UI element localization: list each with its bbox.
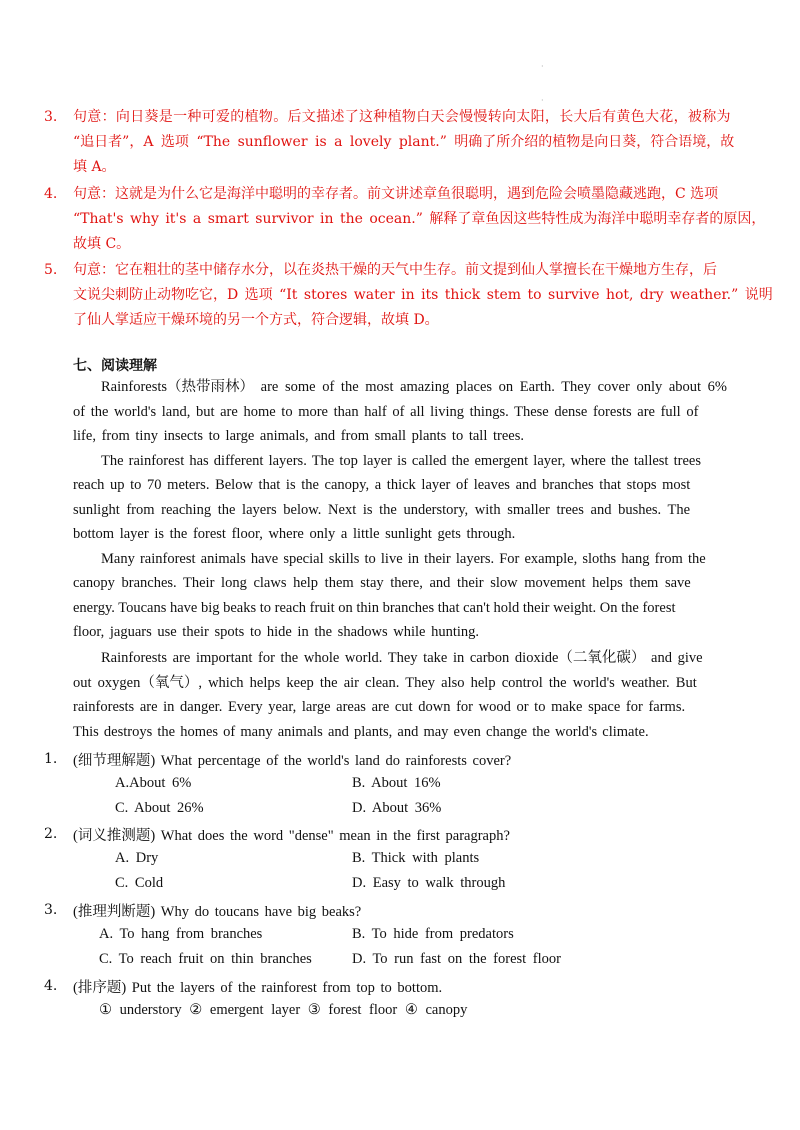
- option-a[interactable]: A.About 6%: [115, 775, 192, 791]
- passage-line: out oxygen（氧气）, which helps keep the air clean. They also help control the world's weather. But: [73, 675, 697, 691]
- question-stem: (细节理解题) What percentage of the world's land do rainforests cover?: [73, 753, 512, 769]
- passage-line: Many rainforest animals have special skills to live in their layers. For example, sloths hang from the: [101, 551, 706, 567]
- passage-line: life, from tiny insects to large animals, and from small plants to tall trees.: [73, 428, 524, 444]
- passage-line: floor, jaguars use their spots to hide in the shadows while hunting.: [73, 624, 480, 640]
- passage-line: Rainforests（热带雨林） are some of the most amazing places on Earth. They cover only about 6%: [101, 379, 728, 395]
- passage-line: reach up to 70 meters. Below that is the canopy, a thick layer of leaves and branches that stops most: [73, 477, 691, 493]
- passage-line: The rainforest has different layers. The top layer is called the emergent layer, where the tallest trees: [101, 453, 701, 469]
- option-a[interactable]: A. To hang from branches: [99, 926, 263, 942]
- question-number: 3.: [44, 902, 58, 918]
- option-b[interactable]: B. Thick with plants: [352, 850, 480, 866]
- answer-line: 文说尖刺防止动物吃它，D 选项 “It stores water in its thick stem to survive hot, dry weather.” 说明: [73, 287, 773, 303]
- question-stem: (排序题) Put the layers of the rainforest from top to bottom.: [73, 980, 443, 996]
- passage-line: This destroys the homes of many animals and plants, and may even change the world's climate.: [73, 724, 649, 740]
- passage-line: sunlight from reaching the layers below. Next is the understory, with smaller trees and bushes. The: [73, 502, 691, 518]
- option-b[interactable]: B. To hide from predators: [352, 926, 514, 942]
- answer-number: 4.: [44, 186, 58, 202]
- question-stem: (推理判断题) Why do toucans have big beaks?: [73, 904, 362, 920]
- question-number: 4.: [44, 978, 58, 994]
- option-d[interactable]: D. To run fast on the forest floor: [352, 951, 561, 967]
- option-c[interactable]: C. Cold: [115, 875, 164, 891]
- answer-line: 句意：它在粗壮的茎中储存水分，以在炎热干燥的天气中生存。前文提到仙人掌擅长在干燥地方生存，后: [73, 262, 717, 278]
- option-d[interactable]: D. Easy to walk through: [352, 875, 506, 891]
- passage-line: canopy branches. Their long claws help them stay there, and their slow movement helps them save: [73, 575, 691, 591]
- ordering-items: ① understory ② emergent layer ③ forest floor ④ canopy: [99, 1002, 468, 1018]
- passage-line: of the world's land, but are home to more than half of all living things. These dense forests are full of: [73, 404, 699, 420]
- passage-line: bottom layer is the forest floor, where only a little sunlight gets through.: [73, 526, 516, 542]
- answer-line: 了仙人掌适应干燥环境的另一个方式，符合逻辑，故填 D。: [73, 312, 439, 328]
- section-title: 七、阅读理解: [73, 358, 157, 374]
- option-a[interactable]: A. Dry: [115, 850, 159, 866]
- answer-line: 填 A。: [73, 159, 116, 175]
- answer-line: “That's why it's a smart survivor in the ocean.” 解释了章鱼因这些特性成为海洋中聪明幸存者的原因，: [73, 211, 766, 227]
- passage-line: Rainforests are important for the whole world. They take in carbon dioxide（二氧化碳） and give: [101, 650, 703, 666]
- option-d[interactable]: D. About 36%: [352, 800, 442, 816]
- scan-mark: ·: [541, 96, 544, 105]
- question-number: 2.: [44, 826, 58, 842]
- option-b[interactable]: B. About 16%: [352, 775, 441, 791]
- answer-number: 3.: [44, 109, 58, 125]
- scan-mark: ·: [541, 62, 544, 71]
- option-c[interactable]: C. About 26%: [115, 800, 204, 816]
- answer-line: “追日者”，A 选项 “The sunflower is a lovely plant.” 明确了所介绍的植物是向日葵，符合语境，故: [73, 134, 735, 150]
- answer-line: 故填 C。: [73, 236, 131, 252]
- passage-line: rainforests are in danger. Every year, large areas are cut down for wood or to make space for farms.: [73, 699, 686, 715]
- question-stem: (词义推测题) What does the word "dense" mean in the first paragraph?: [73, 828, 510, 844]
- answer-number: 5.: [44, 262, 58, 278]
- answer-line: 句意：向日葵是一种可爱的植物。后文描述了这种植物白天会慢慢转向太阳，长大后有黄色大花，被称为: [73, 109, 731, 125]
- answer-line: 句意：这就是为什么它是海洋中聪明的幸存者。前文讲述章鱼很聪明，遇到危险会喷墨隐藏逃跑，C 选项: [73, 186, 719, 202]
- option-c[interactable]: C. To reach fruit on thin branches: [99, 951, 312, 967]
- question-number: 1.: [44, 751, 58, 767]
- passage-line: energy. Toucans have big beaks to reach fruit on thin branches that can't hold their weight. On the forest: [73, 600, 676, 616]
